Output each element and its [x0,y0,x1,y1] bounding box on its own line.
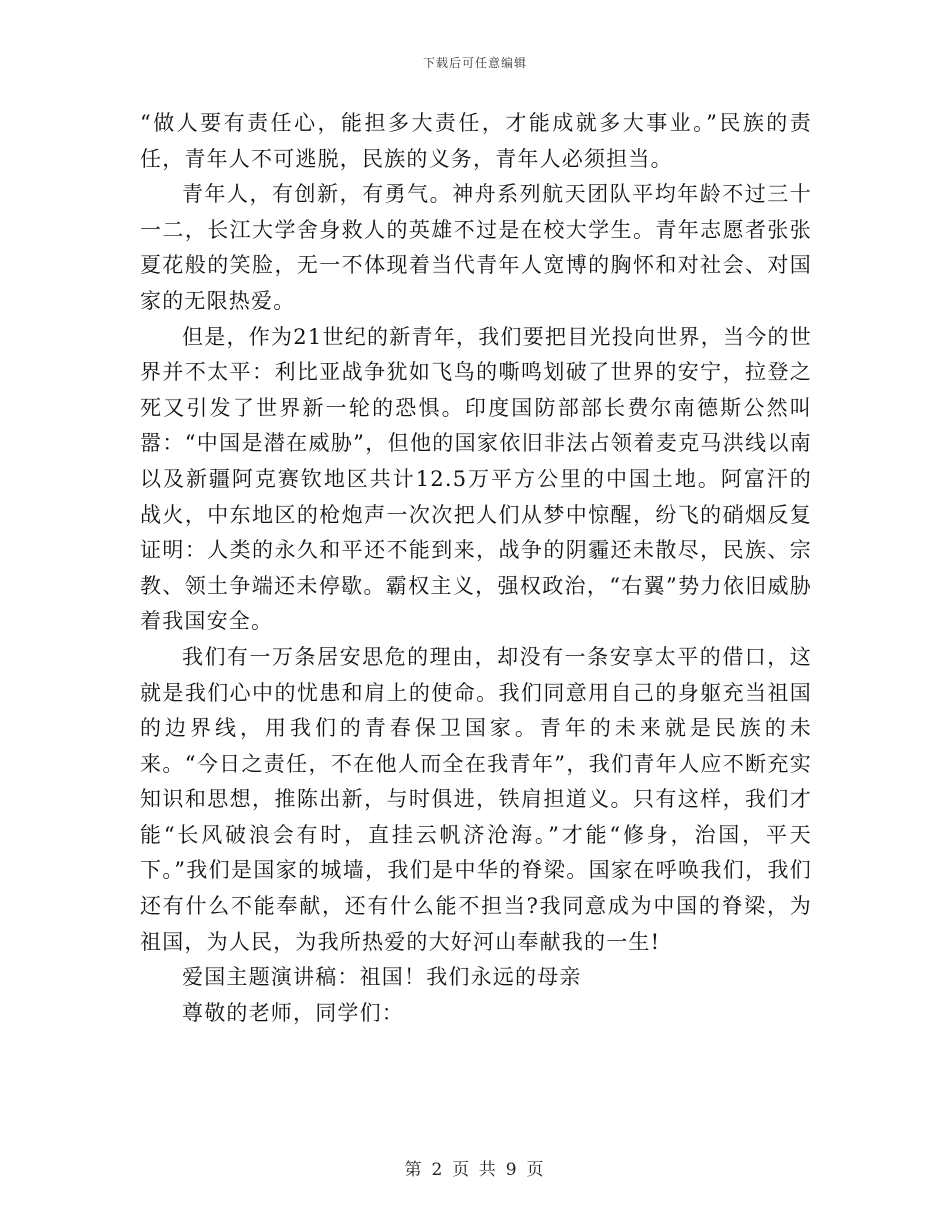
document-body [140,106,812,1031]
section-title: 爱国主题演讲稿：祖国！我们永远的母亲 [182,965,582,990]
page-label-middle: 页 共 [452,1160,498,1180]
paragraph-2: 青年人，有创新，有勇气。神舟系列航天团队平均年龄不过三十一二，长江大学舍身救人的英雄不过是在校大学生。青年志愿者张张夏花般的笑脸，无一不体现着当代青年人宽博的胸怀和对社会、对国家的无限热爱。 [140,182,812,313]
paragraph-4: 我们有一万条居安思危的理由，却没有一条安享太平的借口，这就是我们心中的忧患和肩上的使命。我们同意用自己的身躯充当祖国的边界线，用我们的青春保卫国家。青年的未来就是民族的未来。“今日之责任，不在他人而全在我青年”，我们青年人应不断充实知识和思想，推陈出新，与时俱进，铁肩担道义。只有这样，我们才能“长风破浪会有时，直挂云帆济沧海。”才能“修身，治国，平天下。”我们是国家的城墙，我们是中华的脊梁。国家在呼唤我们，我们还有什么不能奉献，还有什么能不担当?我同意成为中国的脊梁，为祖国，为人民，为我所热爱的大好河山奉献我的一生! [140,644,812,954]
paragraph-1: “做人要有责任心，能担多大责任，才能成就多大事业。”民族的责任，青年人不可逃脱，民族的义务，青年人必须担当。 [140,111,812,171]
salutation: 尊敬的老师，同学们： [182,1000,404,1025]
page-footer [0,1155,950,1180]
current-page-number: 2 [431,1160,445,1180]
page-label-suffix: 页 [526,1160,546,1180]
total-pages-number: 9 [505,1160,519,1180]
page-label-prefix: 第 [404,1160,424,1180]
paragraph-3: 但是，作为21世纪的新青年，我们要把目光投向世界，当今的世界并不太平：利比亚战争犹如飞鸟的嘶鸣划破了世界的安宁，拉登之死又引发了世界新一轮的恐惧。印度国防部部长费尔南德斯公然叫嚣：“中国是潜在威胁”，但他的国家依旧非法占领着麦克马洪线以南以及新疆阿克赛钦地区共计12.5万平方公里的中国土地。阿富汗的战火，中东地区的枪炮声一次次把人们从梦中惊醒，纷飞的硝烟反复证明：人类的永久和平还不能到来，战争的阴霾还未散尽，民族、宗教、领土争端还未停歇。霸权主义，强权政治，“右翼”势力依旧威胁着我国安全。 [140,324,812,634]
page-header: 下载后可任意编辑 [422,56,527,70]
